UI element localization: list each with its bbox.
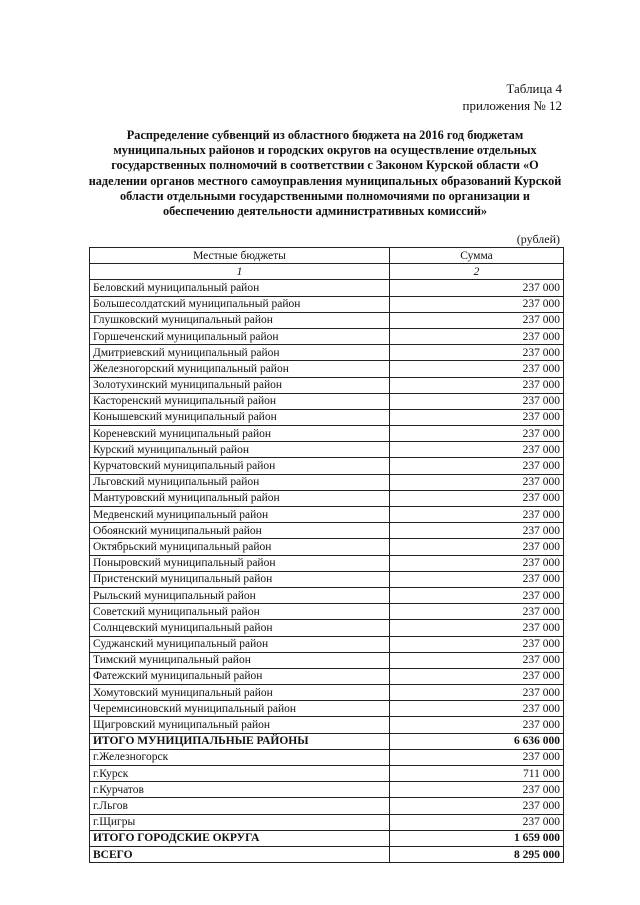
budget-name: Советский муниципальный район <box>90 604 390 620</box>
table-row <box>90 377 564 393</box>
table-row <box>90 766 564 782</box>
budget-sum: 237 000 <box>390 685 564 701</box>
table-row <box>90 507 564 523</box>
table-row <box>90 409 564 425</box>
budget-sum: 237 000 <box>390 442 564 458</box>
table-row <box>90 604 564 620</box>
budget-name: Курский муниципальный район <box>90 442 390 458</box>
budget-name: Касторенский муниципальный район <box>90 393 390 409</box>
budget-name: Фатежский муниципальный район <box>90 668 390 684</box>
budget-sum: 711 000 <box>390 766 564 782</box>
budget-sum: 237 000 <box>390 717 564 733</box>
budget-name: Золотухинский муниципальный район <box>90 377 390 393</box>
budget-name: Глушковский муниципальный район <box>90 312 390 328</box>
budget-sum: 237 000 <box>390 409 564 425</box>
budget-name: Поныровский муниципальный район <box>90 555 390 571</box>
table-row <box>90 296 564 312</box>
budget-sum: 237 000 <box>390 604 564 620</box>
budget-name: г.Щигры <box>90 814 390 830</box>
total-row <box>90 846 564 862</box>
budget-name: Суджанский муниципальный район <box>90 636 390 652</box>
table-row <box>90 426 564 442</box>
budget-name: Беловский муниципальный район <box>90 280 390 296</box>
budget-sum: 237 000 <box>390 280 564 296</box>
column-number-row <box>90 264 564 280</box>
budget-name: ИТОГО ГОРОДСКИЕ ОКРУГА <box>90 830 390 846</box>
document-title: Распределение субвенций из областного бюджета на 2016 год бюджетам муниципальных районов и городских округов на осуществление отдельных государственных полномочий в соответствии с Законом Курской области «О наделении органов местного самоуправления муниципальных образований Курской области отдельными государственными полномочиями по организации и обеспечению деятельности административных комиссий» <box>88 128 562 219</box>
budget-name: Черемисиновский муниципальный район <box>90 701 390 717</box>
column-header-budgets: Местные бюджеты <box>90 248 390 264</box>
budget-sum: 1 659 000 <box>390 830 564 846</box>
table-row <box>90 490 564 506</box>
budget-name: г.Курчатов <box>90 782 390 798</box>
budget-sum: 237 000 <box>390 652 564 668</box>
budget-name: Льговский муниципальный район <box>90 474 390 490</box>
table-row <box>90 458 564 474</box>
budget-name: Октябрьский муниципальный район <box>90 539 390 555</box>
budget-sum: 237 000 <box>390 798 564 814</box>
budget-name: г.Льгов <box>90 798 390 814</box>
budget-sum: 237 000 <box>390 474 564 490</box>
table-row <box>90 280 564 296</box>
table-row <box>90 345 564 361</box>
budget-sum: 6 636 000 <box>390 733 564 749</box>
table-row <box>90 749 564 765</box>
budget-name: Хомутовский муниципальный район <box>90 685 390 701</box>
appendix-number: приложения № 12 <box>462 98 562 113</box>
table-row <box>90 312 564 328</box>
table-row <box>90 442 564 458</box>
budget-sum: 8 295 000 <box>390 846 564 862</box>
budget-sum: 237 000 <box>390 782 564 798</box>
budget-sum: 237 000 <box>390 377 564 393</box>
budget-sum: 237 000 <box>390 361 564 377</box>
budget-name: Кореневский муниципальный район <box>90 426 390 442</box>
table-row <box>90 814 564 830</box>
column-header-sum: Сумма <box>390 248 564 264</box>
budget-name: Мантуровский муниципальный район <box>90 490 390 506</box>
table-row <box>90 361 564 377</box>
table-row <box>90 685 564 701</box>
table-header-row <box>90 248 564 264</box>
budget-sum: 237 000 <box>390 571 564 587</box>
budget-sum: 237 000 <box>390 426 564 442</box>
budget-name: Большесолдатский муниципальный район <box>90 296 390 312</box>
table-row <box>90 328 564 344</box>
budget-name: ИТОГО МУНИЦИПАЛЬНЫЕ РАЙОНЫ <box>90 733 390 749</box>
table-row <box>90 587 564 603</box>
table-row <box>90 523 564 539</box>
budget-name: Железногорский муниципальный район <box>90 361 390 377</box>
table-row <box>90 636 564 652</box>
column-number-1: 1 <box>90 264 390 280</box>
budget-sum: 237 000 <box>390 523 564 539</box>
budget-sum: 237 000 <box>390 539 564 555</box>
table-reference <box>463 80 562 114</box>
budget-sum: 237 000 <box>390 636 564 652</box>
table-row <box>90 798 564 814</box>
budget-sum: 237 000 <box>390 296 564 312</box>
table-row <box>90 701 564 717</box>
budget-name: Горшеченский муниципальный район <box>90 328 390 344</box>
total-row <box>90 830 564 846</box>
table-row <box>90 393 564 409</box>
budget-sum: 237 000 <box>390 555 564 571</box>
table-row <box>90 668 564 684</box>
budget-name: Пристенский муниципальный район <box>90 571 390 587</box>
table-number: Таблица 4 <box>506 81 562 96</box>
budget-sum: 237 000 <box>390 393 564 409</box>
budget-name: Щигровский муниципальный район <box>90 717 390 733</box>
budget-name: Тимский муниципальный район <box>90 652 390 668</box>
budget-name: Медвенский муниципальный район <box>90 507 390 523</box>
budget-sum: 237 000 <box>390 490 564 506</box>
total-row <box>90 733 564 749</box>
budget-sum: 237 000 <box>390 458 564 474</box>
budget-name: Конышевский муниципальный район <box>90 409 390 425</box>
budget-sum: 237 000 <box>390 328 564 344</box>
budget-name: Рыльский муниципальный район <box>90 587 390 603</box>
budget-name: Солнцевский муниципальный район <box>90 620 390 636</box>
budget-sum: 237 000 <box>390 749 564 765</box>
budget-sum: 237 000 <box>390 312 564 328</box>
budget-sum: 237 000 <box>390 814 564 830</box>
budget-name: г.Курск <box>90 766 390 782</box>
table-row <box>90 717 564 733</box>
table-row <box>90 652 564 668</box>
table-row <box>90 571 564 587</box>
budget-sum: 237 000 <box>390 587 564 603</box>
column-number-2: 2 <box>390 264 564 280</box>
budget-sum: 237 000 <box>390 620 564 636</box>
budget-name: Обоянский муниципальный район <box>90 523 390 539</box>
table-row <box>90 620 564 636</box>
budget-name: ВСЕГО <box>90 846 390 862</box>
units-label: (рублей) <box>516 232 560 246</box>
budget-sum: 237 000 <box>390 345 564 361</box>
budget-sum: 237 000 <box>390 668 564 684</box>
table-row <box>90 555 564 571</box>
table-row <box>90 474 564 490</box>
budget-sum: 237 000 <box>390 701 564 717</box>
budget-sum: 237 000 <box>390 507 564 523</box>
subsidy-table <box>89 247 564 863</box>
table-row <box>90 539 564 555</box>
table-row <box>90 782 564 798</box>
budget-name: г.Железногорск <box>90 749 390 765</box>
budget-name: Дмитриевский муниципальный район <box>90 345 390 361</box>
budget-name: Курчатовский муниципальный район <box>90 458 390 474</box>
